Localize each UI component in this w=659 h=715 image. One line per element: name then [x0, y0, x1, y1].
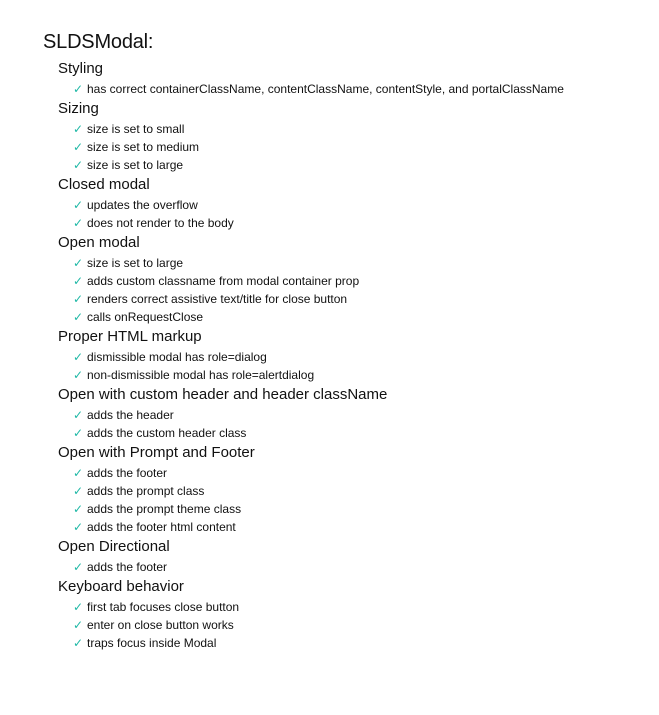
group-title: Sizing	[58, 100, 99, 117]
check-icon: ✓	[73, 216, 84, 230]
check-icon: ✓	[73, 140, 84, 154]
group-title: Open with Prompt and Footer	[58, 444, 255, 461]
test-label: calls onRequestClose	[87, 310, 204, 324]
check-icon: ✓	[73, 484, 84, 498]
check-icon: ✓	[73, 466, 84, 480]
test-group	[58, 60, 659, 98]
test-item	[58, 138, 659, 156]
check-icon: ✓	[73, 618, 84, 632]
check-icon: ✓	[73, 636, 84, 650]
test-item	[58, 348, 659, 366]
test-label: adds the custom header class	[87, 426, 247, 440]
test-group	[58, 538, 659, 576]
test-label: adds the footer html content	[87, 520, 236, 534]
check-icon: ✓	[73, 600, 84, 614]
test-item	[58, 156, 659, 174]
check-icon: ✓	[73, 368, 84, 382]
test-item	[58, 424, 659, 442]
test-item	[58, 308, 659, 326]
group-title: Open with custom header and header className	[58, 386, 388, 403]
test-group	[58, 100, 659, 174]
test-label: traps focus inside Modal	[87, 636, 217, 650]
test-label: size is set to large	[87, 158, 184, 172]
test-item	[58, 80, 659, 98]
test-item	[58, 366, 659, 384]
test-item	[58, 406, 659, 424]
test-label: size is set to medium	[87, 140, 200, 154]
test-label: adds the footer	[87, 466, 168, 480]
test-label: first tab focuses close button	[87, 600, 240, 614]
test-item	[58, 558, 659, 576]
test-label: adds custom classname from modal container prop	[87, 274, 360, 288]
test-item	[58, 482, 659, 500]
test-item	[58, 290, 659, 308]
group-title: Proper HTML markup	[58, 328, 202, 345]
test-item	[58, 254, 659, 272]
test-groups	[43, 60, 659, 652]
check-icon: ✓	[73, 408, 84, 422]
test-label: does not render to the body	[87, 216, 234, 230]
check-icon: ✓	[73, 502, 84, 516]
check-icon: ✓	[73, 426, 84, 440]
test-label: non-dismissible modal has role=alertdialog	[87, 368, 315, 382]
test-group	[58, 176, 659, 232]
test-label: adds the footer	[87, 560, 168, 574]
test-label: size is set to large	[87, 256, 184, 270]
test-label: adds the prompt theme class	[87, 502, 242, 516]
check-icon: ✓	[73, 256, 84, 270]
test-group	[58, 578, 659, 652]
test-item	[58, 464, 659, 482]
check-icon: ✓	[73, 274, 84, 288]
check-icon: ✓	[73, 350, 84, 364]
check-icon: ✓	[73, 82, 84, 96]
test-item	[58, 518, 659, 536]
check-icon: ✓	[73, 292, 84, 306]
test-label: dismissible modal has role=dialog	[87, 350, 267, 364]
check-icon: ✓	[73, 158, 84, 172]
test-label: enter on close button works	[87, 618, 234, 632]
test-label: updates the overflow	[87, 198, 198, 212]
group-title: Open Directional	[58, 538, 170, 555]
test-group	[58, 328, 659, 384]
test-item	[58, 616, 659, 634]
test-label: renders correct assistive text/title for close button	[87, 292, 348, 306]
group-title: Keyboard behavior	[58, 578, 184, 595]
test-item	[58, 500, 659, 518]
test-label: adds the prompt class	[87, 484, 205, 498]
test-item	[58, 214, 659, 232]
check-icon: ✓	[73, 122, 84, 136]
check-icon: ✓	[73, 198, 84, 212]
check-icon: ✓	[73, 520, 84, 534]
test-report	[43, 30, 659, 652]
group-title: Open modal	[58, 234, 140, 251]
test-item	[58, 598, 659, 616]
test-item	[58, 272, 659, 290]
test-item	[58, 634, 659, 652]
test-group	[58, 234, 659, 326]
group-title: Closed modal	[58, 176, 150, 193]
test-label: has correct containerClassName, contentClassName, contentStyle, and portalClassName	[87, 82, 564, 96]
test-item	[58, 196, 659, 214]
check-icon: ✓	[73, 310, 84, 324]
suite-title: SLDSModal:	[43, 31, 154, 53]
test-group	[58, 444, 659, 536]
test-group	[58, 386, 659, 442]
test-item	[58, 120, 659, 138]
test-label: adds the header	[87, 408, 174, 422]
check-icon: ✓	[73, 560, 84, 574]
group-title: Styling	[58, 60, 104, 77]
test-label: size is set to small	[87, 122, 185, 136]
